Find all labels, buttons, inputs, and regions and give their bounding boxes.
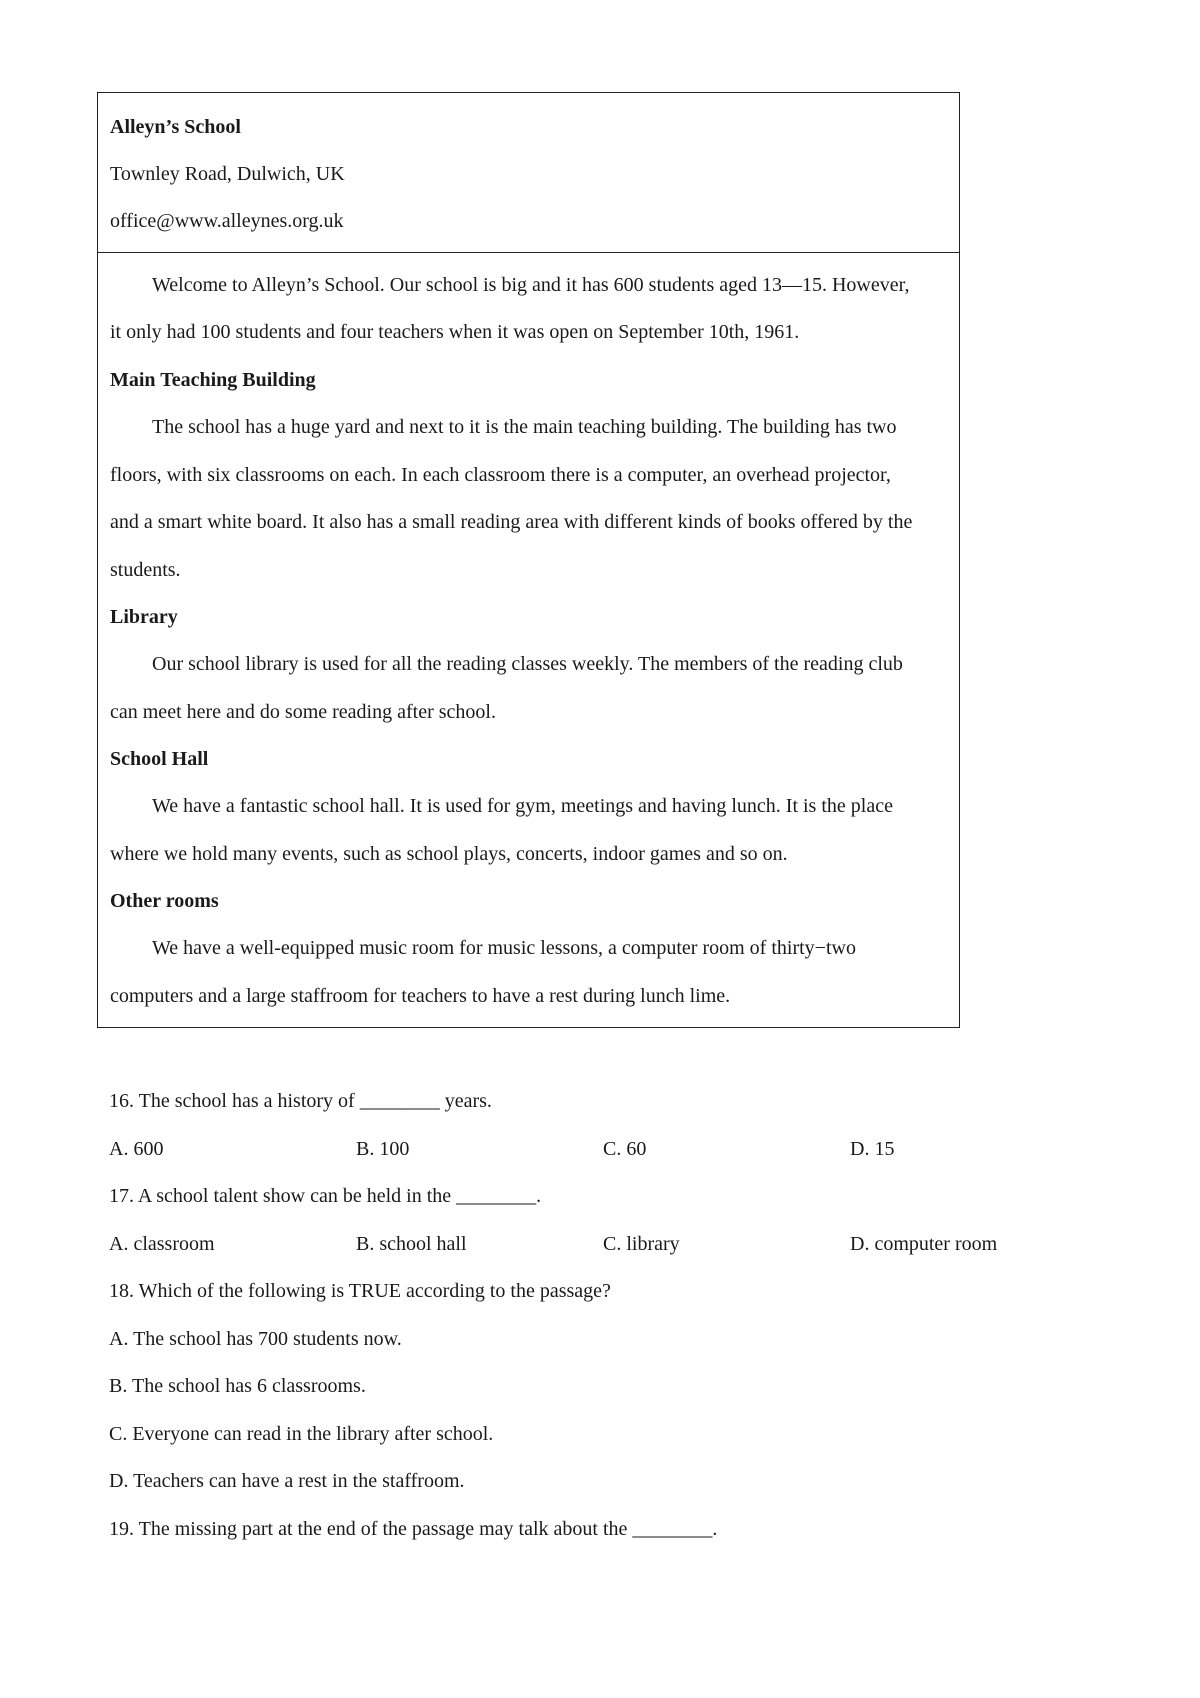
section-heading: Other rooms bbox=[110, 890, 219, 912]
paragraph-line: The school has a huge yard and next to it is the main teaching building. The building has two bbox=[152, 416, 897, 438]
paragraph-line: We have a well-equipped music room for music lessons, a computer room of thirty−two bbox=[152, 937, 856, 959]
q17-option-d: D. computer room bbox=[850, 1233, 998, 1255]
question-16-stem: 16. The school has a history of ________ years. bbox=[109, 1090, 492, 1112]
q18-option-c: C. Everyone can read in the library after school. bbox=[109, 1423, 494, 1445]
intro-line: Welcome to Alleyn’s School. Our school is big and it has 600 students aged 13—15. However, bbox=[152, 274, 910, 296]
paragraph-line: floors, with six classrooms on each. In each classroom there is a computer, an overhead projector, bbox=[110, 464, 891, 486]
paragraph-line: students. bbox=[110, 559, 181, 581]
q18-option-d: D. Teachers can have a rest in the staffroom. bbox=[109, 1470, 465, 1492]
paragraph-line: We have a fantastic school hall. It is used for gym, meetings and having lunch. It is the place bbox=[152, 795, 893, 817]
paragraph-line: and a smart white board. It also has a small reading area with different kinds of books offered by the bbox=[110, 511, 913, 533]
section-heading: School Hall bbox=[110, 748, 209, 770]
school-address: Townley Road, Dulwich, UK bbox=[110, 163, 345, 185]
paragraph-line: computers and a large staffroom for teachers to have a rest during lunch lime. bbox=[110, 985, 731, 1007]
question-18-stem: 18. Which of the following is TRUE according to the passage? bbox=[109, 1280, 611, 1302]
school-email: office@www.alleynes.org.uk bbox=[110, 210, 344, 232]
paragraph-line: where we hold many events, such as school plays, concerts, indoor games and so on. bbox=[110, 843, 788, 865]
q17-option-c: C. library bbox=[603, 1233, 680, 1255]
question-17-stem: 17. A school talent show can be held in the ________. bbox=[109, 1185, 542, 1207]
q17-option-a: A. classroom bbox=[109, 1233, 215, 1255]
school-name: Alleyn’s School bbox=[110, 116, 241, 138]
paragraph-line: Our school library is used for all the reading classes weekly. The members of the reading club bbox=[152, 653, 903, 675]
q16-option-d: D. 15 bbox=[850, 1138, 895, 1160]
school-header bbox=[98, 93, 959, 253]
school-info-box bbox=[97, 92, 960, 1028]
q16-option-c: C. 60 bbox=[603, 1138, 647, 1160]
section-heading: Library bbox=[110, 606, 178, 628]
intro-line: it only had 100 students and four teachers when it was open on September 10th, 1961. bbox=[110, 321, 800, 343]
section-heading: Main Teaching Building bbox=[110, 369, 316, 391]
paragraph-line: can meet here and do some reading after school. bbox=[110, 701, 496, 723]
question-19-stem: 19. The missing part at the end of the passage may talk about the ________. bbox=[109, 1518, 718, 1540]
q16-option-a: A. 600 bbox=[109, 1138, 164, 1160]
q16-option-b: B. 100 bbox=[356, 1138, 410, 1160]
q18-option-a: A. The school has 700 students now. bbox=[109, 1328, 402, 1350]
q18-option-b: B. The school has 6 classrooms. bbox=[109, 1375, 366, 1397]
q17-option-b: B. school hall bbox=[356, 1233, 467, 1255]
